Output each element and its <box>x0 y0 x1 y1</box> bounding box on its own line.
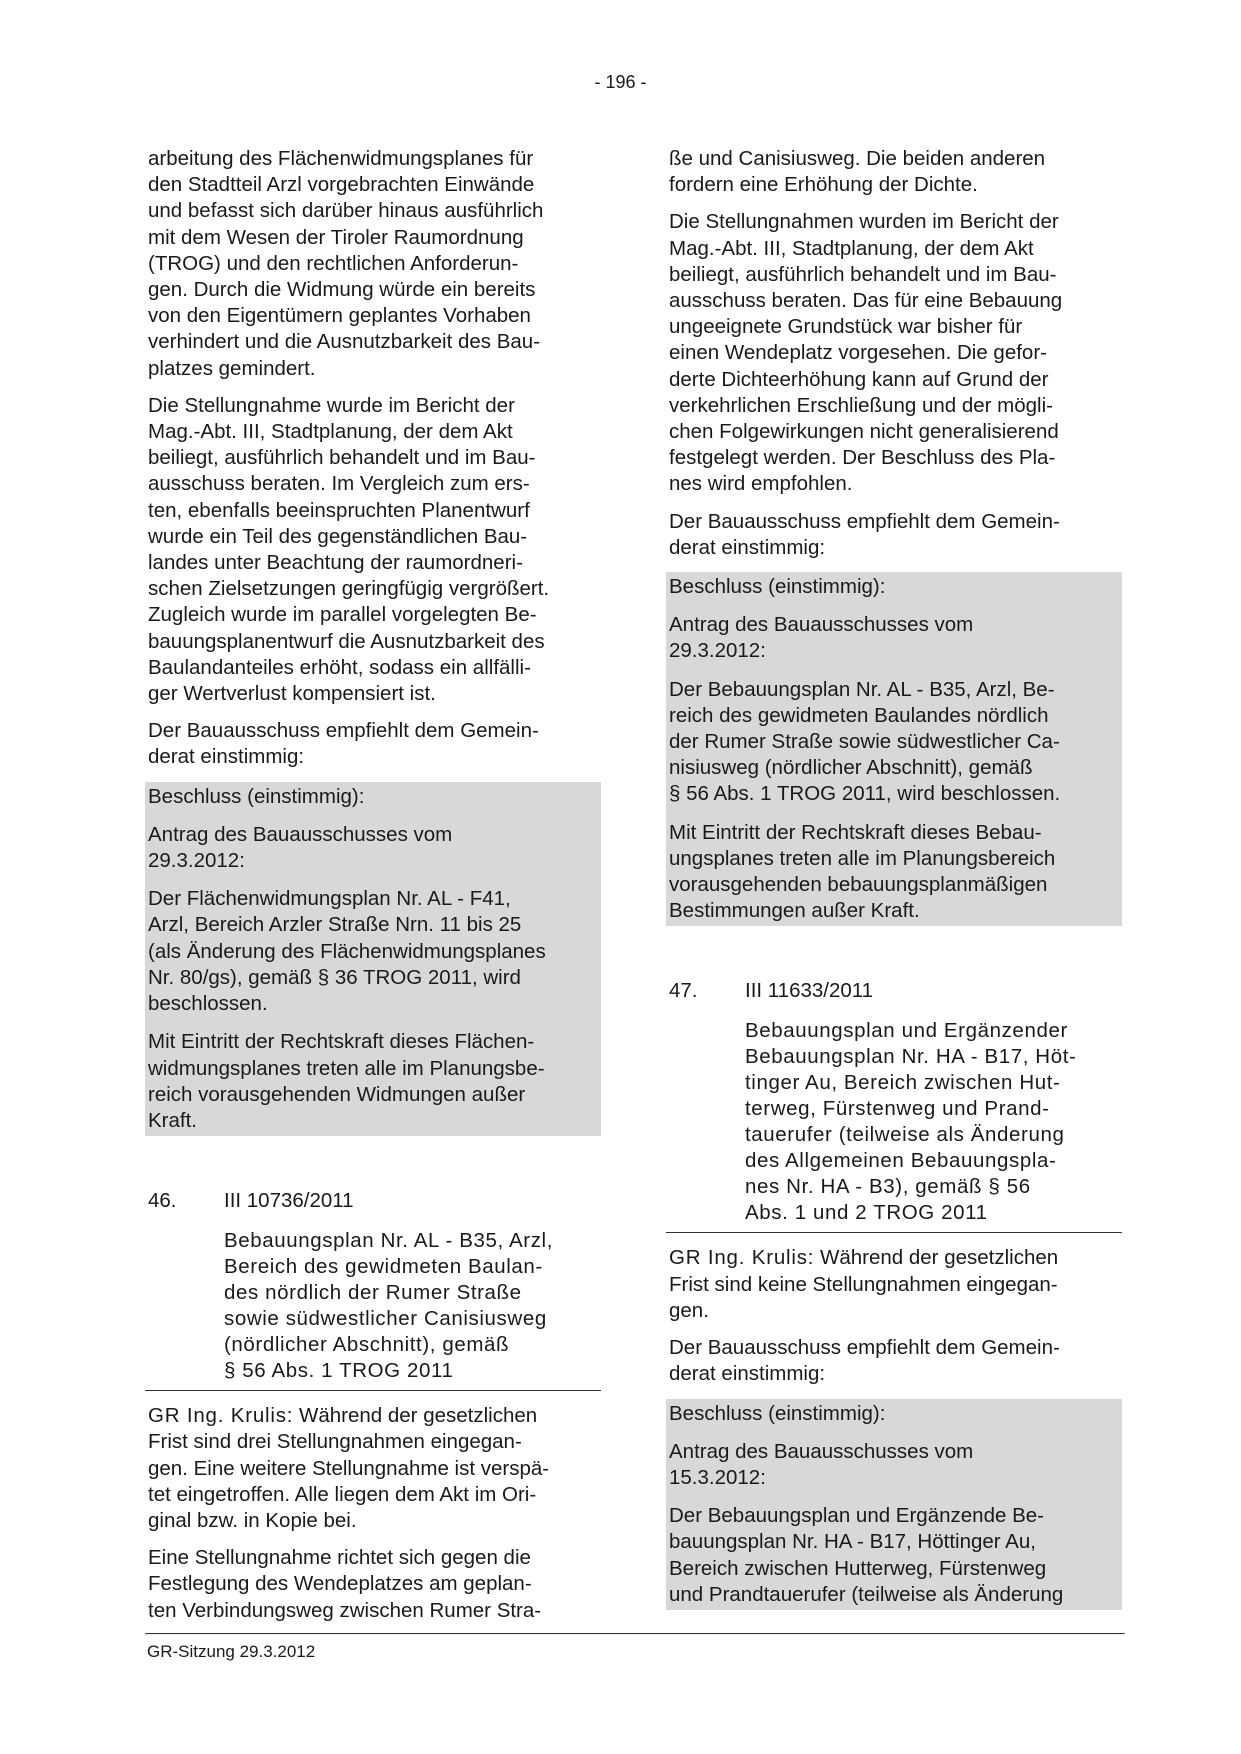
right-column <box>666 146 1122 1621</box>
speaker-paragraph <box>666 1245 1122 1324</box>
resolution-heading: Beschluss (einstimmig): <box>669 575 886 599</box>
resolution-heading: Beschluss (einstimmig): <box>148 784 365 808</box>
paragraph: Der Bauausschuss empfiehlt dem Gemein- derat einstimmig: <box>669 509 1060 559</box>
paragraph: Eine Stellungnahme richtet sich gegen die Festlegung des Wendeplatzes am geplan- ten Verbindungsweg zwischen Rumer Stra- <box>148 1546 542 1622</box>
speaker-name: GR Ing. Krulis: <box>669 1246 815 1270</box>
agenda-item-number: 46. <box>148 1189 177 1213</box>
agenda-item-reference: III 11633/2011 <box>745 979 874 1003</box>
agenda-item-title: Bebauungsplan und Ergänzender Bebauungsplan Nr. HA - B17, Höt- tinger Au, Bereich zwischen Hut- terweg, Fürstenweg und Prand- tauerufer (teilweise als Änderung des Allgemeinen Bebauungspla- nes Nr. HA - B3), gemäß § 56 Abs. 1 und 2 TROG 2011 <box>745 1019 1077 1225</box>
speaker-text: Während der gesetzlichen Frist sind drei Stellungnahmen eingegan- gen. Eine weitere Stellungnahme ist verspä- tet eingetroffen. Alle liegen dem Akt im Ori- ginal bzw. in Kopie bei. <box>148 1404 550 1532</box>
agenda-item-reference: III 10736/2011 <box>224 1189 354 1213</box>
footer-session: GR-Sitzung 29.3.2012 <box>147 1642 316 1661</box>
agenda-item-number: 47. <box>669 979 698 1003</box>
resolution-box <box>666 1399 1122 1610</box>
speaker-paragraph <box>145 1403 601 1534</box>
resolution-heading: Beschluss (einstimmig): <box>669 1401 886 1425</box>
paragraph: Der Bauausschuss empfiehlt dem Gemein- derat einstimmig: <box>669 1336 1060 1386</box>
resolution-effect: Mit Eintritt der Rechtskraft dieses Bebau- ungsplanes treten alle im Planungsbereich vorausgehenden bebauungsplanmäßigen Bestimmungen außer Kraft. <box>669 820 1056 923</box>
speaker-name: GR Ing. Krulis: <box>148 1404 294 1428</box>
divider <box>145 1390 601 1391</box>
agenda-item-title: Bebauungsplan Nr. AL - B35, Arzl, Bereich des gewidmeten Baulan- des nördlich der Rumer Straße sowie südwestlicher Canisiusweg (nördlicher Abschnitt), gemäß § 56 Abs. 1 TROG 2011 <box>224 1229 554 1383</box>
resolution-box <box>666 572 1122 926</box>
resolution-motion: Antrag des Bauausschusses vom 29.3.2012: <box>148 822 453 873</box>
divider <box>666 1232 1122 1233</box>
paragraph: Die Stellungnahme wurde im Bericht der Mag.-Abt. III, Stadtplanung, der dem Akt beiliegt, ausführlich behandelt und im Bau- ausschuss beraten. Im Vergleich zum ers- ten, ebenfalls beeinspruchten Planentwurf wurde ein Teil des gegenständlichen Bau- landes unter Beachtung der raumordneri- schen Zielsetzungen geringfügig vergrößert. Zugleich wurde im parallel vorgelegten Be- bauungsplanentwurf die Ausnutzbarkeit des Baulandanteiles erhöht, sodass ein allfälli- ger Wertverlust kompensiert ist. <box>148 393 550 706</box>
resolution-motion: Antrag des Bauausschusses vom 15.3.2012: <box>669 1439 974 1489</box>
speaker-text: Während der gesetzlichen Frist sind keine Stellungnahmen eingegan- gen. <box>669 1246 1059 1322</box>
paragraph: Die Stellungnahmen wurden im Bericht der Mag.-Abt. III, Stadtplanung, der dem Akt beiliegt, ausführlich behandelt und im Bau- ausschuss beraten. Das für eine Bebauung ungeeignete Grundstück war bisher für einen Wendeplatz vorgesehen. Die gefor- derte Dichteerhöhung kann auf Grund der verkehrlichen Erschließung und der mögli- chen Folgewirkungen nicht generalisierend festgelegt werden. Der Beschluss des Pla- nes wird empfohlen. <box>669 210 1063 496</box>
paragraph: ße und Canisiusweg. Die beiden anderen fordern eine Erhöhung der Dichte. <box>669 147 1046 197</box>
page-number: - 196 - <box>594 72 647 92</box>
agenda-item-46 <box>145 1188 601 1391</box>
footer-divider <box>145 1633 1125 1635</box>
agenda-item-47 <box>666 978 1122 1233</box>
resolution-effect: Mit Eintritt der Rechtskraft dieses Flächen- widmungsplanes treten alle im Planungsbe- reich vorausgehenden Widmungen außer Kraft. <box>148 1030 545 1132</box>
left-column <box>145 146 601 1635</box>
resolution-box <box>145 782 601 1136</box>
resolution-motion: Antrag des Bauausschusses vom 29.3.2012: <box>669 613 974 663</box>
resolution-text: Der Bebauungsplan und Ergänzende Be- bauungsplan Nr. HA - B17, Höttinger Au, Bereich zwischen Hutterweg, Fürstenweg und Prandtauerufer (teilweise als Änderung <box>669 1504 1064 1606</box>
paragraph: arbeitung des Flächenwidmungsplanes für den Stadtteil Arzl vorgebrachten Einwände und befasst sich darüber hinaus ausführlich mit dem Wesen der Tiroler Raumordnung (TROG) und den rechtlichen Anforderun- gen. Durch die Widmung würde ein bereits von den Eigentümern geplantes Vorhaben verhindert und die Ausnutzbarkeit des Bau- platzes gemindert. <box>148 147 544 380</box>
paragraph: Der Bauausschuss empfiehlt dem Gemein- derat einstimmig: <box>148 719 539 769</box>
resolution-text: Der Bebauungsplan Nr. AL - B35, Arzl, Be- reich des gewidmeten Baulandes nördlich der Rumer Straße sowie südwestlicher Ca- nisiusweg (nördlicher Abschnitt), gemäß § 56 Abs. 1 TROG 2011, wird beschlossen. <box>669 677 1061 806</box>
resolution-text: Der Flächenwidmungsplan Nr. AL - F41, Arzl, Bereich Arzler Straße Nrn. 11 bis 25 (als Änderung des Flächenwidmungsplanes Nr. 80/gs), gemäß § 36 TROG 2011, wird beschlossen. <box>148 887 546 1016</box>
